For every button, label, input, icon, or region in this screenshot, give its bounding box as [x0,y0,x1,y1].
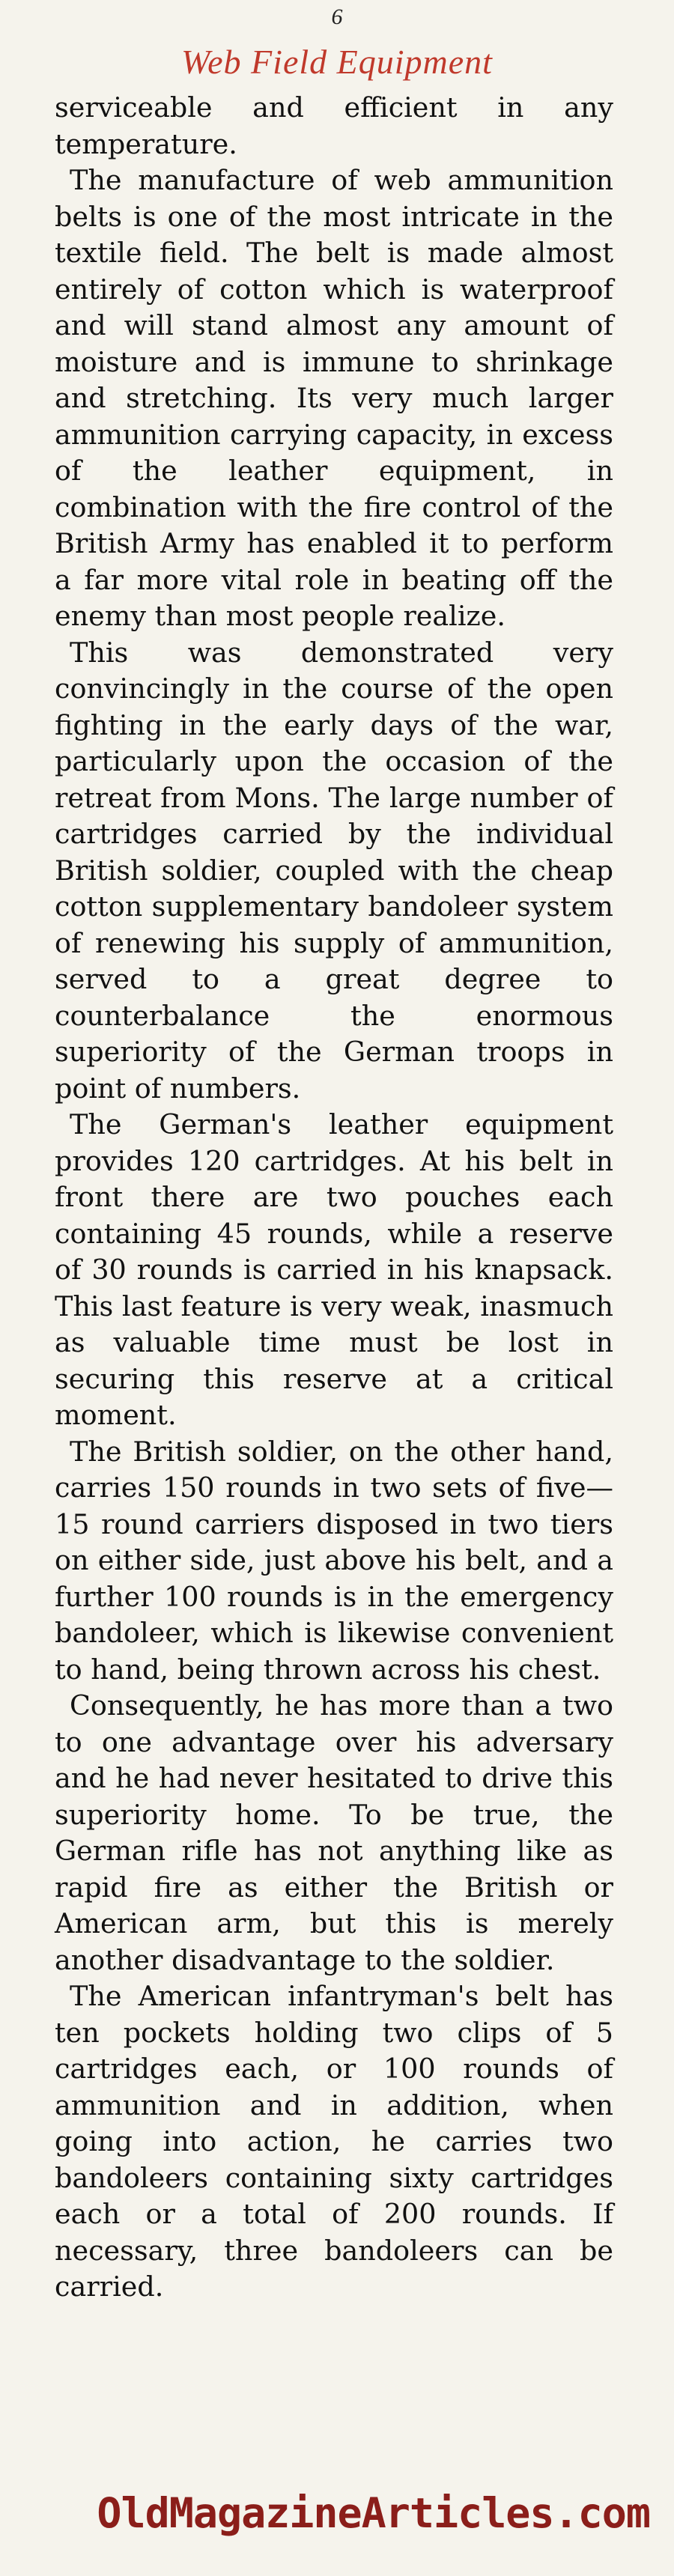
site-watermark: OldMagazineArticles.com [97,2489,650,2537]
article-body [55,90,613,2306]
running-head: Web Field Equipment [181,43,493,81]
paragraph: Consequently, he has more than a two to one advantage over his adversary and he had never hesitated to drive this superiority home. To be true, the German rifle has not anything like as rapid fire as either the British or American arm, but this is merely another disadvantage to the soldier. [55,1689,613,1976]
paragraph: The manufacture of web ammunition belts is one of the most intricate in the textile field. The belt is made almost entirely of cotton which is waterproof and will stand almost any amount of moisture and is immune to shrinkage and stretching. Its very much larger ammunition carrying capacity, in excess of the leather equipment, in combination with the fire control of the British Army has enabled it to perform a far more vital role in beating off the enemy than most people realize. [55,164,613,632]
paragraph: serviceable and efficient in any temperature. [55,91,613,160]
paragraph: The German's leather equipment provides 120 cartridges. At his belt in front there are two pouches each containing 45 rounds, while a reserve of 30 rounds is carried in his knapsack. This last feature is very weak, inasmuch as valuable time must be lost in securing this reserve at a critical moment. [55,1108,613,1431]
page-number: 6 [331,4,343,29]
paragraph: The British soldier, on the other hand, carries 150 rounds in two sets of five—15 round carriers disposed in two tiers on either side, just above his belt, and a further 100 rounds is in the emergency bandoleer, which is likewise convenient to hand, being thrown across his chest. [55,1435,613,1686]
paragraph: This was demonstrated very convincingly in the course of the open fighting in the early days of the war, particularly upon the occasion of the retreat from Mons. The large number of cartridges carried by the individual British soldier, coupled with the cheap cotton supplementary bandoleer system of renewing his supply of ammunition, served to a great degree to counterbalance the enormous superiority of the German troops in point of numbers. [55,636,613,1105]
paragraph: The American infantryman's belt has ten pockets holding two clips of 5 cartridges each, or 100 rounds of ammunition and in addition, when going into action, he carries two bandoleers containing sixty cartridges each or a total of 200 rounds. If necessary, three bandoleers can be carried. [55,1980,613,2303]
